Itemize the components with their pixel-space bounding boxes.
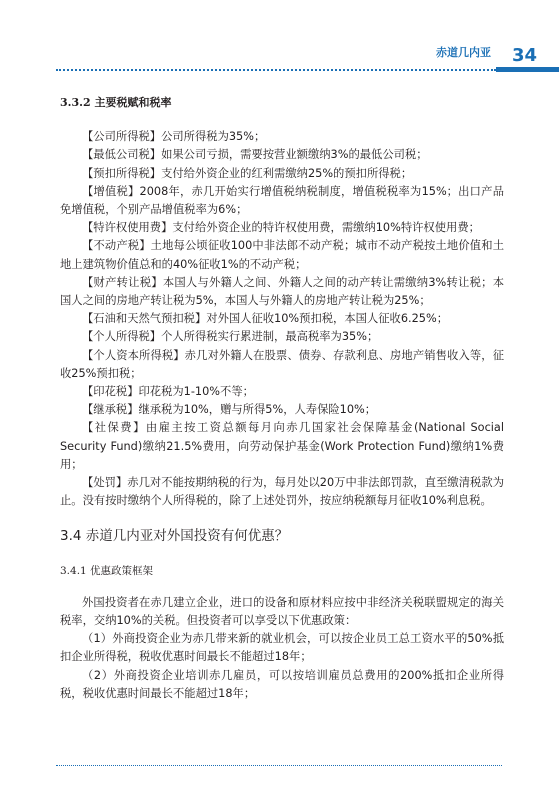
tax-paragraph: 【印花税】印花税为1-10%不等； [82,385,254,399]
tax-paragraph: 【处罚】赤几对不能按期纳税的行为，每月处以20万中非法郎罚款，直至缴清税款为止。没有按时缴纳个人所得税的，除了上述处罚外，按应纳税额每月征收10%利息税。 [60,476,504,508]
tax-paragraph: 【特许权使用费】支付给外资企业的特许权使用费，需缴纳10%特许权使用费； [82,221,480,235]
tax-paragraph: 【财产转让税】本国人与外籍人之间、外籍人之间的动产转让需缴纳3%转让税；本国人之间的房地产转让税为5%，本国人与外籍人的房地产转让税为25%； [60,275,504,308]
sub-heading-3-4-1: 3.4.1 优惠政策框架 [60,564,154,577]
tax-paragraph: 【社保费】由雇主按工资总额每月向赤几国家社会保障基金(National Social Security Fund)缴纳21.5%费用，向劳动保护基金(Work Protection Fund)缴纳1%费用； [60,421,504,471]
tax-paragraph: 【继承税】继承税为10%，赠与所得5%，人寿保险10%； [82,403,377,417]
page-content [60,94,504,703]
tax-paragraph: 【个人资本所得税】赤几对外籍人在股票、债券、存款利息、房地产销售收入等，征收25%预扣税； [60,348,504,380]
tax-paragraph: 【石油和天然气预扣税】对外国人征收10%预扣税，本国人征收6.25%； [82,312,449,326]
policy-paragraph: （2）外商投资企业培训赤几雇员，可以按培训雇员总费用的200%抵扣企业所得税，税收优惠时间最长不能超过18年； [60,668,504,700]
header-dotted-rule [56,69,496,71]
tax-paragraph: 【不动产税】土地每公顷征收100中非法郎不动产税；城市不动产税按土地价值和土地上建筑物价值总和的40%征收1%的不动产税； [60,239,504,271]
section-heading-3-3-2: 3.3.2 主要税赋和税率 [60,96,172,109]
running-header-title: 赤道几内亚 [436,46,491,59]
tax-paragraph: 【增值税】2008年，赤几开始实行增值税纳税制度，增值税税率为15%；出口产品免增值税，个别产品增值税率为6%； [60,184,504,217]
page-number: 34 [511,45,537,66]
tax-paragraph: 【最低公司税】如果公司亏损，需要按营业额缴纳3%的最低公司税； [82,148,428,162]
policy-paragraph: 外国投资者在赤几建立企业，进口的设备和原材料应按中非经济关税联盟规定的海关税率，交纳10%的关税。但投资者可以享受以下优惠政策： [60,595,504,628]
tax-paragraph: 【预扣所得税】支付给外资企业的红利需缴纳25%的预扣所得税； [82,166,413,180]
tax-paragraph: 【公司所得税】公司所得税为35%； [82,130,266,144]
section-heading-3-4: 3.4 赤道几内亚对外国投资有何优惠？ [60,528,289,545]
header-accent-bar [496,67,559,72]
footer-dotted-rule [56,765,502,766]
tax-paragraph: 【个人所得税】个人所得税实行累进制，最高税率为35%； [82,330,379,344]
policy-paragraph: （1）外商投资企业为赤几带来新的就业机会，可以按企业员工总工资水平的50%抵扣企业所得税，税收优惠时间最长不能超过18年； [60,632,504,664]
